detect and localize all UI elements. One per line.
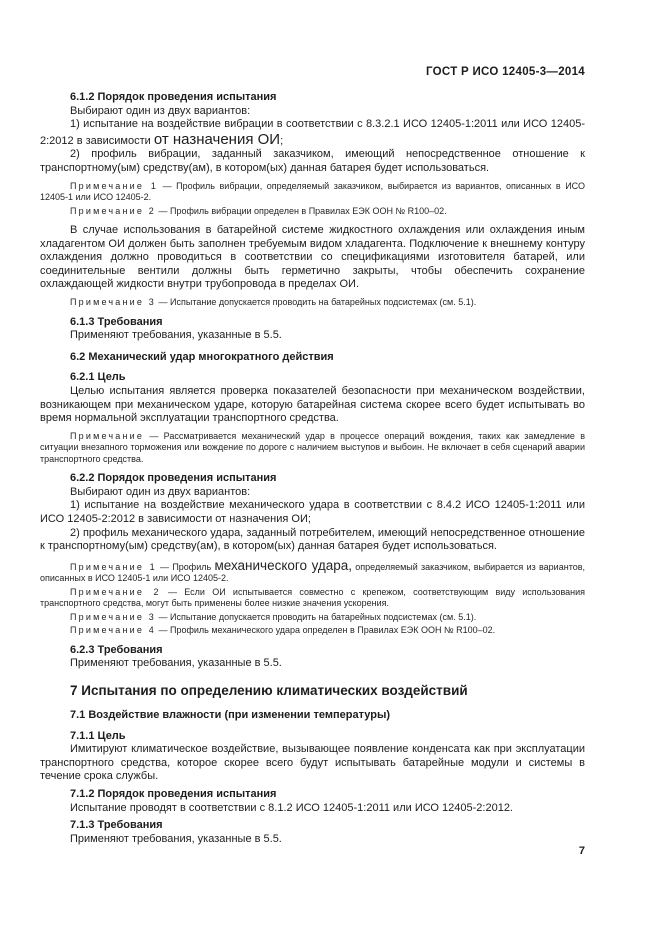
text-run: 7.1.1 Цель — [70, 729, 126, 742]
note: Примечание — Рассматривается механический удар в процессе операций вождения, таких как замедление в ситуации внезапного торможения или вождение по дороге с наличием выступов и выбоин. Не включает в себя сценарий аварии транспортного средства. — [40, 430, 585, 464]
paragraph — [40, 743, 585, 784]
text-run: Целью испытания является проверка показателей безопасности при механическом воздействии, возникающем при механическом ударе, которую батарейная система скорее всего будет испытывать во время нормальной эксплуатации транспортного средства. — [40, 384, 585, 425]
text-run: Испытание проводят в соответствии с 8.1.2 ИСО 12405-1:2011 или ИСО 12405-2:2012. — [70, 801, 513, 814]
text-run: ; — [280, 134, 284, 147]
section-heading — [40, 351, 585, 365]
text-run: 1) испытание на воздействие вибрации в соответствии с 8.3.2.1 ИСО 12405-1:2011 или ИСО 12405-2:2012 в зависимости — [40, 118, 585, 147]
text-run: 6.2.3 Требования — [70, 643, 163, 656]
note-label: Примечание 2 — [70, 586, 161, 597]
emphasized-text: от назначения ОИ — [153, 130, 281, 148]
text-run: Применяют требования, указанные в 5.5. — [70, 832, 282, 845]
text-run: Если ОИ испытывается совместно с крепежом, соответствующим виду использования транспортного средства, могут быть применены более низкие значения ускорения. — [40, 586, 585, 609]
subsection-heading — [40, 371, 585, 385]
text-run: Выбирают один из двух вариантов: — [70, 104, 251, 117]
text-run: Имитируют климатическое воздействие, вызывающее появление конденсата как при эксплуатации транспортного средства, которое скорее всего будут испытывать батарейные модули и системы в течение срока службы. — [40, 743, 585, 783]
paragraph — [40, 486, 585, 500]
text-run: 6.2.1 Цель — [70, 371, 126, 384]
paragraph — [40, 802, 585, 816]
text-run: Профиль — [172, 561, 215, 572]
paragraph — [40, 224, 585, 292]
subsection-heading — [40, 91, 585, 105]
text-run: Выбирают один из двух вариантов: — [70, 485, 251, 498]
subsection-heading — [40, 472, 585, 486]
text-run: 7.1.2 Порядок проведения испытания — [70, 787, 277, 800]
text-run: Испытание допускается проводить на батарейных подсистемах (см. 5.1). — [170, 297, 477, 308]
note: Примечание 1 — Профиль механического удара, определяемый заказчиком, выбирается из вариантов, описанных в ИСО 12405-1 или ИСО 12405-2. — [40, 557, 585, 584]
text-run: Применяют требования, указанные в 5.5. — [70, 329, 282, 342]
note-label: Примечание — [70, 430, 145, 441]
paragraph — [40, 385, 585, 426]
note: Примечание 3 — Испытание допускается проводить на батарейных подсистемах (см. 5.1). — [70, 611, 477, 622]
text-run: Применяют требования, указанные в 5.5. — [70, 657, 282, 670]
text-run: 6.2.2 Порядок проведения испытания — [70, 472, 277, 485]
note-label: Примечание 3 — [70, 297, 156, 308]
paragraph — [40, 118, 585, 148]
text-run: 7 Испытания по определению климатических воздействий — [70, 682, 468, 698]
text-run: 7.1.3 Требования — [70, 819, 163, 832]
text-run: Рассматривается механический удар в процессе операций вождения, таких как замедление в ситуации внезапного торможения или вождение по дороге с наличием выступов и выбоин. Не включает в себя сценарий аварии транспортного средства. — [40, 430, 585, 464]
paragraph — [40, 527, 585, 554]
paragraph — [40, 329, 585, 343]
text-run: Профиль вибрации, определяемый заказчиком, выбирается из вариантов, описанных в ИСО 12405-1 или ИСО 12405-2. — [40, 180, 585, 203]
note: Примечание 3 — Испытание допускается проводить на батарейных подсистемах (см. 5.1). — [70, 297, 477, 308]
note: Примечание 2 — Если ОИ испытывается совместно с крепежом, соответствующим виду использования транспортного средства, могут быть применены более низкие значения ускорения. — [40, 586, 585, 609]
paragraph — [40, 657, 585, 671]
text-run: определяемый заказчиком, выбирается из вариантов, описанных в ИСО 12405-1 или ИСО 12405-2. — [40, 561, 585, 584]
emphasized-text: механического удара, — [214, 557, 353, 573]
text-run: Испытание допускается проводить на батарейных подсистемах (см. 5.1). — [170, 611, 477, 622]
subsection-heading — [40, 644, 585, 658]
text-run: 1) испытание на воздействие механического удара в соответствии с 8.4.2 ИСО 12405-1:2011 или ИСО 12405-2:2012 в зависимости от назначения ОИ; — [40, 499, 585, 525]
paragraph — [40, 105, 585, 119]
note: Примечание 4 — Профиль механического удара определен в Правилах ЕЭК ООН № R100–02. — [70, 625, 496, 636]
paragraph — [40, 148, 585, 175]
text-run: В случае использования в батарейной системе жидкостного охлаждения или охлаждения иным хладагентом ОИ должен быть заполнен требуемым видом хладагента. Подключение к внешнему контуру охлаждения должно проводиться в соответствии со спецификациями изготовителя батарей, или соединительные вентили должны быть герметично закрыты, чтобы обеспечить сохранение охлаждающей жидкости внутри трубопровода в пределах ОИ. — [40, 224, 585, 291]
text-run: 2) профиль механического удара, заданный потребителем, имеющий непосредственное отношение к транспортному(ым) средству(ам), в котором(ых) данная батарея будет использоваться. — [40, 526, 585, 553]
document-body — [40, 91, 585, 846]
text-run: 2) профиль вибрации, заданный заказчиком, имеющий непосредственное отношение к транспортному(ым) средству(ам), в котором(ых) данная батарея будет использоваться. — [40, 148, 585, 174]
text-run: 7.1 Воздействие влажности (при изменении температуры) — [70, 708, 391, 721]
page-number: 7 — [578, 845, 585, 857]
document-code: ГОСТ Р ИСО 12405-3—2014 — [425, 66, 585, 78]
text-run: Профиль механического удара определен в Правилах ЕЭК ООН № R100–02. — [170, 625, 496, 636]
subsection-heading — [40, 316, 585, 330]
subsection-heading — [40, 819, 585, 833]
text-run: Профиль вибрации определен в Правилах ЕЭК ООН № R100–02. — [170, 205, 447, 216]
chapter-heading — [40, 683, 585, 699]
note: Примечание 1 — Профиль вибрации, определяемый заказчиком, выбирается из вариантов, описанных в ИСО 12405-1 или ИСО 12405-2. — [40, 180, 585, 203]
note-label: Примечание 1 — [70, 561, 157, 572]
note-label: Примечание 3 — [70, 611, 156, 622]
note: Примечание 2 — Профиль вибрации определен в Правилах ЕЭК ООН № R100–02. — [70, 205, 447, 216]
note-label: Примечание 2 — [70, 205, 156, 216]
section-heading — [40, 709, 585, 723]
note-label: Примечание 4 — [70, 625, 156, 636]
text-run: 6.1.2 Порядок проведения испытания — [70, 91, 277, 103]
paragraph — [40, 499, 585, 526]
note-label: Примечание 1 — [70, 180, 159, 191]
subsection-heading — [40, 730, 585, 744]
text-run: 6.1.3 Требования — [70, 315, 163, 328]
subsection-heading — [40, 788, 585, 802]
text-run: 6.2 Механический удар многократного действия — [70, 350, 334, 363]
